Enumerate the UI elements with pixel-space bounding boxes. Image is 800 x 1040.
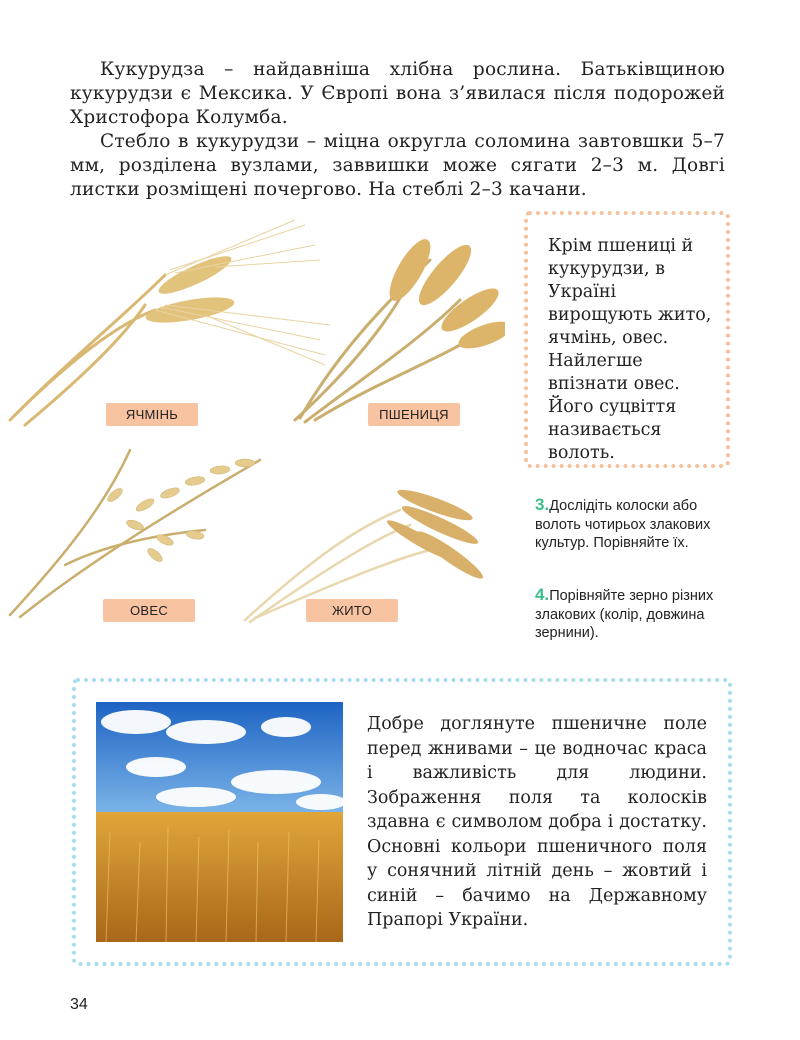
- intro-paragraph-1: Кукурудза – найдавніша хлібна рослина. Батьківщиною кукурудзи є Мексика. У Європі вона з’явилася після подорожей Христофора Колумба.: [70, 59, 725, 128]
- intro-paragraph-2: Стебло в кукурудзи – міцна округла соломина завтовшки 5–7 мм, розділена вузлами, заввишки може сягати 2–3 м. Довгі листки розміщені почергово. На стеблі 2–3 качани.: [70, 131, 725, 200]
- task-3-number: 3.: [535, 495, 550, 514]
- barley-label: ЯЧМІНЬ: [106, 403, 198, 426]
- oats-label: ОВЕС: [103, 599, 195, 622]
- wheat-field-photo: [96, 702, 343, 942]
- task-4-number: 4.: [535, 585, 550, 604]
- intro-text: [70, 58, 725, 202]
- barley-image: [5, 215, 335, 430]
- oats-image: [5, 445, 270, 620]
- note-text: Крім пшениці й кукурудзи, в Україні вирощують жито, ячмінь, овес. Найлегше впізнати овес. Його суцвіття називається волоть.: [548, 236, 712, 463]
- note-box: [524, 211, 730, 468]
- wheat-label: ПШЕНИЦЯ: [368, 403, 460, 426]
- rye-label: ЖИТО: [306, 599, 398, 622]
- page-number: 34: [70, 996, 88, 1013]
- task-4: [535, 586, 735, 643]
- task-3-text: Дослідіть колоски або волоть чотирьох злакових культур. Порівняйте їх.: [535, 498, 711, 551]
- wheat-image: [290, 230, 505, 425]
- task-4-text: Порівняйте зерно різних злакових (колір, довжина зернини).: [535, 588, 714, 641]
- task-3: [535, 496, 735, 553]
- field-text: Добре доглянуте пшеничне поле перед жнивами – це водночас краса і важливість для людини. Зображення поля та колосків здавна є символом добра і достатку. Основні кольори пшеничного поля у сонячний літній день – жовтий і синій – бачимо на Державному Прапорі України.: [367, 714, 707, 930]
